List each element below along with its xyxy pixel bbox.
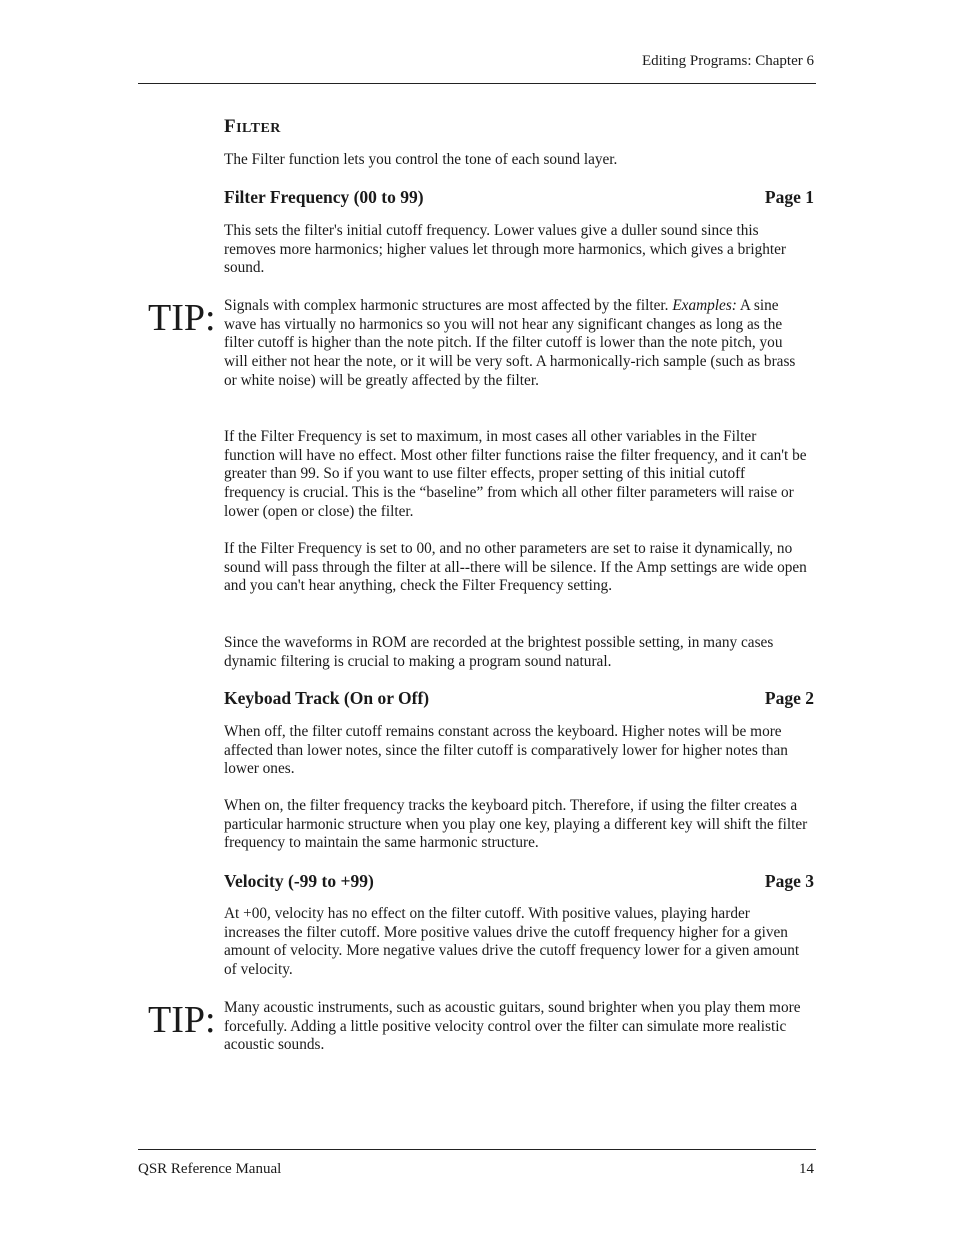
tip-paragraph-zero: If the Filter Frequency is set to 00, and no other parameters are set to raise it dynamically, no sound will pass through the filter at all--there will be silence. If the Amp settings are wide open and you can't hear anything, check the Filter Frequency setting.: [224, 540, 807, 595]
tip-paragraph-examples: [224, 297, 809, 391]
section-title-initial: F: [224, 116, 237, 137]
intro-paragraph: The Filter function lets you control the tone of each sound layer.: [224, 151, 618, 168]
subsection-title: Keyboad Track (On or Off): [224, 688, 430, 708]
subsection-heading-keyboard-track: [224, 688, 814, 709]
subsection-page: Page 1: [764, 187, 814, 207]
subsection-heading-velocity: [224, 871, 814, 892]
subsection-title: Velocity (-99 to +99): [224, 871, 374, 891]
subsection-page: Page 2: [764, 688, 814, 708]
running-header: Editing Programs: Chapter 6: [641, 53, 814, 69]
subsection-title: Filter Frequency (00 to 99): [224, 187, 424, 207]
filter-frequency-description: This sets the filter's initial cutoff frequency. Lower values give a duller sound since this removes more harmonics; higher values let through more harmonics, which gives a brighter sound.: [224, 222, 787, 277]
tip-emphasis: Examples:: [672, 297, 737, 314]
keyboard-track-off-description: When off, the filter cutoff remains constant across the keyboard. Higher notes will be more affected than lower notes, since the filter cutoff is comparatively lower for higher notes than lower ones.: [224, 723, 788, 778]
header-rule: [138, 83, 816, 84]
tip-paragraph-rom: Since the waveforms in ROM are recorded at the brightest possible setting, in many cases dynamic filtering is crucial to making a program sound natural.: [224, 634, 774, 670]
subsection-heading-filter-frequency: [224, 187, 814, 208]
tip-text: A sine wave has virtually no harmonics so you will not hear any significant changes as long as the filter cutoff is higher than the note pitch. If the filter cutoff is lower than the note pitch, you will either not hear the note, or it will be very soft. A harmonically-rich sample (such as brass or white noise) will be greatly affected by the filter.: [224, 297, 796, 389]
tip-label: TIP:: [148, 999, 216, 1041]
section-title-rest: ILTER: [236, 121, 281, 136]
footer-manual-title: QSR Reference Manual: [138, 1161, 282, 1177]
tip-text: Signals with complex harmonic structures are most affected by the filter.: [224, 297, 673, 314]
velocity-description: At +00, velocity has no effect on the filter cutoff. With positive values, playing harder increases the filter cutoff. More positive values drive the cutoff frequency higher for a given amount of velocity. More negative values drive the cutoff frequency lower for a given amount of velocity.: [224, 905, 800, 979]
subsection-page: Page 3: [764, 871, 814, 891]
footer-page-number: 14: [799, 1161, 814, 1177]
section-title: [224, 116, 281, 138]
keyboard-track-on-description: When on, the filter frequency tracks the keyboard pitch. Therefore, if using the filter creates a particular harmonic structure when you play one key, playing a different key will shift the filter frequency to maintain the same harmonic structure.: [224, 797, 808, 852]
tip-paragraph-acoustic: Many acoustic instruments, such as acoustic guitars, sound brighter when you play them more forcefully. Adding a little positive velocity control over the filter can simulate more realistic acoustic sounds.: [224, 999, 801, 1054]
tip-label: TIP:: [148, 297, 216, 339]
footer-rule: [138, 1149, 816, 1150]
tip-paragraph-maximum: If the Filter Frequency is set to maximum, in most cases all other variables in the Filter function will have no effect. Most other filter functions raise the filter frequency, and it can't be greater than 99. So if you want to use filter effects, proper setting of this initial cutoff frequency is crucial. This is the “baseline” from which all other filter parameters will raise or lower (open or close) the filter.: [224, 428, 807, 520]
